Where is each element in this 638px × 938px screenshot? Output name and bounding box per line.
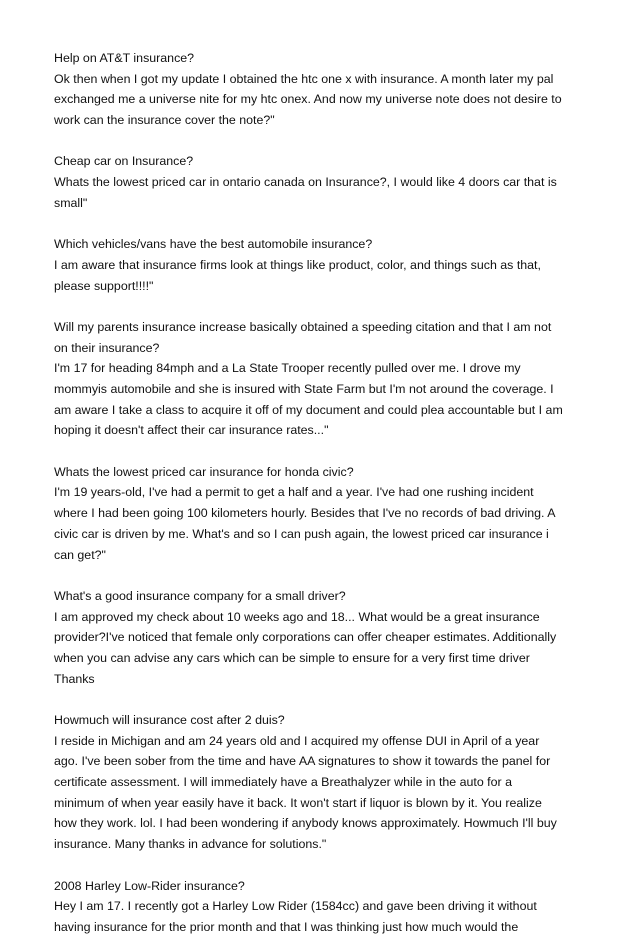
- paragraph-spacer: [54, 214, 594, 235]
- text-line: Will my parents insurance increase basically obtained a speeding citation and that I am not: [54, 319, 552, 334]
- text-line: small": [54, 195, 88, 210]
- text-line: please support!!!!": [54, 278, 154, 293]
- paragraph-spacer: [54, 855, 594, 876]
- text-line: certificate assessment. I will immediately have a Breathalyzer while in the auto for a: [54, 775, 512, 790]
- paragraph-spacer: [54, 565, 594, 586]
- paragraph-spacer: [54, 441, 594, 462]
- text-line: how they work. lol. I had been wondering if anybody knows approximately. Howmuch I'll buy: [54, 816, 557, 831]
- text-line: Howmuch will insurance cost after 2 duis?: [54, 713, 285, 727]
- text-line: work can the insurance cover the note?": [54, 113, 275, 128]
- text-line: minimum of when year easily have it back. It won't start if liquor is blown by it. You realize: [54, 795, 542, 810]
- text-line: when you can advise any cars which can be simple to ensure for a very first time driver: [54, 650, 530, 665]
- text-line: I'm 17 for heading 84mph and a La State Trooper recently pulled over me. I drove my: [54, 361, 521, 376]
- document-body: [54, 48, 594, 938]
- text-line: Hey I am 17. I recently got a Harley Low Rider (1584cc) and gave been driving it without: [54, 899, 537, 914]
- text-line: on their insurance?: [54, 340, 160, 355]
- paragraph-spacer: [54, 689, 594, 710]
- text-line: Help on AT&T insurance?: [54, 51, 195, 65]
- text-line: I am approved my check about 10 weeks ago and 18... What would be a great insurance: [54, 609, 540, 624]
- text-line: I'm 19 years-old, I've had a permit to get a half and a year. I've had one rushing incident: [54, 485, 534, 500]
- text-line: What's a good insurance company for a small driver?: [54, 588, 346, 603]
- text-line: hoping it doesn't affect their car insurance rates...": [54, 423, 329, 438]
- text-line: where I had been going 100 kilometers hourly. Besides that I've no records of bad driving. A: [54, 506, 556, 521]
- text-line: provider?I've noticed that female only corporations can offer cheaper estimates. Additionally: [54, 630, 557, 645]
- text-line: ago. I've been sober from the time and have AA signatures to show it towards the panel for: [54, 754, 551, 769]
- text-line: having insurance for the prior month and that I was thinking just how much would the: [54, 919, 519, 934]
- text-line: Thanks: [54, 671, 95, 686]
- text-line: I reside in Michigan and am 24 years old and I acquired my offense DUI in April of a year: [54, 733, 540, 748]
- text-line: 2008 Harley Low-Rider insurance?: [54, 878, 245, 893]
- text-line: I am aware that insurance firms look at things like product, color, and things such as that,: [54, 257, 541, 272]
- text-line: Ok then when I got my update I obtained the htc one x with insurance. A month later my pal: [54, 71, 554, 86]
- text-line: Cheap car on Insurance?: [54, 154, 194, 169]
- text-line: exchanged me a universe nite for my htc onex. And now my universe note does not desire to: [54, 92, 562, 107]
- text-line: civic car is driven by me. What's and so I can push again, the lowest priced car insurance i: [54, 526, 549, 541]
- paragraph-spacer: [54, 131, 594, 152]
- text-line: Whats the lowest priced car in ontario canada on Insurance?, I would like 4 doors car that is: [54, 175, 557, 190]
- text-line: Which vehicles/vans have the best automobile insurance?: [54, 237, 373, 252]
- text-line: am aware I take a class to acquire it off of my document and could plea accountable but I am: [54, 402, 563, 417]
- paragraph-spacer: [54, 296, 594, 317]
- text-line: can get?": [54, 547, 106, 562]
- text-line: mommyis automobile and she is insured with State Farm but I'm not around the coverage. I: [54, 382, 554, 396]
- text-line: Whats the lowest priced car insurance for honda civic?: [54, 464, 354, 479]
- text-line: insurance. Many thanks in advance for solutions.": [54, 837, 327, 852]
